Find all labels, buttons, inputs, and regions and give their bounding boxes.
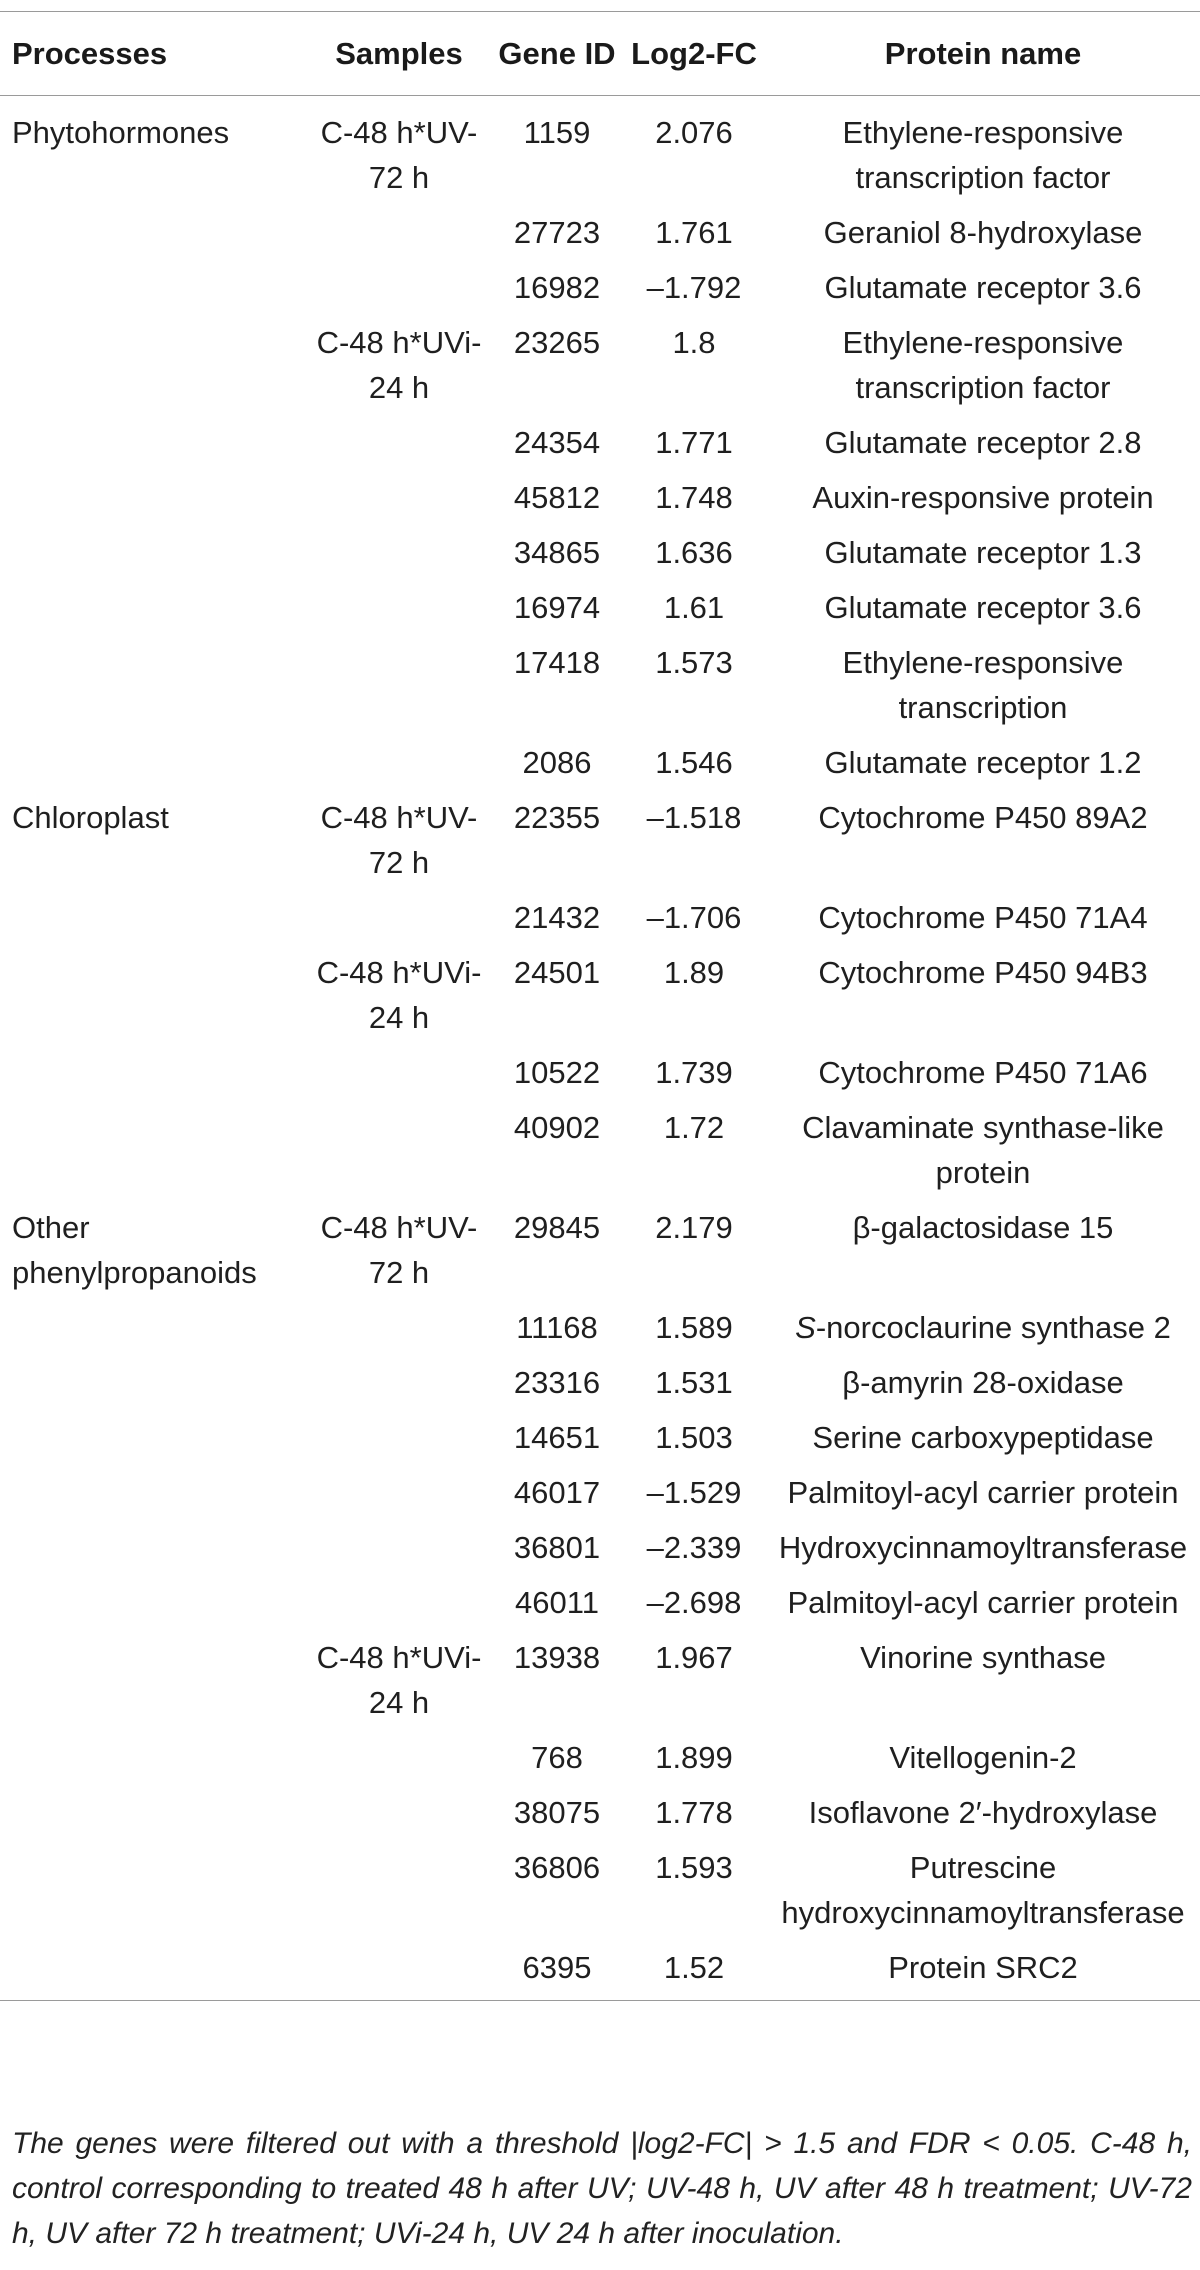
sample-cell: C-48 h*UV-72 h — [320, 800, 478, 880]
protein-name-cell: Isoflavone 2′-hydroxylase — [808, 1795, 1158, 1830]
table-row — [0, 1466, 1200, 1521]
process-cell: Other phenylpropanoids — [12, 1210, 257, 1290]
protein-name-cell: Glutamate receptor 2.8 — [824, 425, 1142, 460]
protein-name-cell: Palmitoyl-acyl carrier protein — [787, 1475, 1179, 1510]
protein-name-cell: Serine carboxypeptidase — [812, 1420, 1154, 1455]
protein-name-cell: Cytochrome P450 71A6 — [818, 1055, 1148, 1090]
table-row — [0, 316, 1200, 416]
log2fc-cell: 1.739 — [655, 1055, 733, 1090]
gene-id-cell: 6395 — [522, 1950, 592, 1985]
log2fc-cell: 2.076 — [655, 115, 733, 150]
gene-expression-table — [0, 11, 1200, 2001]
table-row — [0, 1941, 1200, 2001]
process-cell — [0, 316, 308, 416]
gene-id-cell: 45812 — [513, 480, 601, 515]
gene-id-cell: 23265 — [513, 325, 601, 360]
protein-name-cell: Putrescine hydroxycinnamoyltransferase — [781, 1850, 1185, 1930]
process-cell — [0, 1356, 308, 1411]
log2fc-cell: 1.636 — [655, 535, 733, 570]
header-protein-name: Protein name — [884, 36, 1082, 71]
protein-name-cell: Cytochrome P450 94B3 — [818, 955, 1148, 990]
gene-id-cell: 23316 — [513, 1365, 601, 1400]
table-footnote: The genes were filtered out with a threshold |log2-FC| > 1.5 and FDR < 0.05. C-48 h, control corresponding to treated 48 h after UV; UV-48 h, UV after 48 h treatment; UV-72 h, UV after 72 h treatment; UVi-24 h, UV 24 h after inoculation. — [12, 2127, 1192, 2250]
process-cell — [0, 736, 308, 791]
log2fc-cell: 1.61 — [663, 590, 725, 625]
process-cell — [0, 891, 308, 946]
table-row — [0, 416, 1200, 471]
log2fc-cell: –1.518 — [646, 800, 742, 835]
gene-id-cell: 16982 — [513, 270, 601, 305]
log2fc-cell: 1.589 — [655, 1310, 733, 1345]
sample-cell: C-48 h*UV-72 h — [320, 115, 478, 195]
header-row — [0, 12, 1200, 96]
table-row — [0, 791, 1200, 891]
protein-name-cell: Cytochrome P450 71A4 — [818, 900, 1148, 935]
log2fc-cell: 1.52 — [663, 1950, 725, 1985]
log2fc-cell: 1.761 — [655, 215, 733, 250]
log2fc-cell: 1.771 — [655, 425, 733, 460]
process-cell — [0, 1576, 308, 1631]
table-row — [0, 1201, 1200, 1301]
protein-name-cell: Glutamate receptor 1.2 — [824, 745, 1142, 780]
log2fc-cell: 1.748 — [655, 480, 733, 515]
log2fc-cell: –1.706 — [646, 900, 742, 935]
log2fc-cell: 1.546 — [655, 745, 733, 780]
log2fc-cell: 1.778 — [655, 1795, 733, 1830]
sample-cell — [308, 636, 490, 736]
protein-name-cell: S-norcoclaurine synthase 2 — [795, 1310, 1171, 1345]
process-cell — [0, 636, 308, 736]
table-row — [0, 526, 1200, 581]
sample-cell — [308, 261, 490, 316]
process-cell — [0, 1786, 308, 1841]
gene-id-cell: 46011 — [515, 1585, 599, 1620]
sample-cell — [308, 1576, 490, 1631]
table-row — [0, 1631, 1200, 1731]
sample-cell — [308, 891, 490, 946]
sample-cell — [308, 1046, 490, 1101]
process-cell: Chloroplast — [12, 800, 169, 835]
table-row — [0, 891, 1200, 946]
sample-cell — [308, 1301, 490, 1356]
log2fc-cell: 2.179 — [655, 1210, 733, 1245]
protein-name-cell: Vinorine synthase — [860, 1640, 1106, 1675]
process-cell — [0, 946, 308, 1046]
header-samples: Samples — [335, 36, 463, 71]
protein-name-cell: β-amyrin 28-oxidase — [842, 1365, 1124, 1400]
sample-cell — [308, 1356, 490, 1411]
protein-name-cell: Auxin-responsive protein — [812, 480, 1154, 515]
protein-name-cell: Geraniol 8-hydroxylase — [823, 215, 1143, 250]
table-row — [0, 1411, 1200, 1466]
gene-id-cell: 36801 — [513, 1530, 601, 1565]
table-row — [0, 636, 1200, 736]
log2fc-cell: 1.593 — [655, 1850, 733, 1885]
sample-cell — [308, 416, 490, 471]
log2fc-cell: 1.899 — [655, 1740, 733, 1775]
process-cell — [0, 1631, 308, 1731]
gene-id-cell: 11168 — [516, 1310, 598, 1345]
gene-id-cell: 14651 — [513, 1420, 601, 1455]
process-cell — [0, 1521, 308, 1576]
protein-name-cell: Hydroxycinnamoyltransferase — [778, 1530, 1188, 1565]
protein-name-cell: β-galactosidase 15 — [852, 1210, 1114, 1245]
table-row — [0, 946, 1200, 1046]
table-row — [0, 1356, 1200, 1411]
table-row — [0, 1301, 1200, 1356]
sample-cell: C-48 h*UVi-24 h — [316, 1640, 482, 1720]
protein-name-cell: Cytochrome P450 89A2 — [818, 800, 1148, 835]
sample-cell — [308, 1521, 490, 1576]
log2fc-cell: 1.573 — [655, 645, 733, 680]
log2fc-cell: –2.339 — [646, 1530, 742, 1565]
log2fc-cell: –1.529 — [646, 1475, 742, 1510]
sample-cell — [308, 1941, 490, 2001]
table-row — [0, 1576, 1200, 1631]
protein-name-cell: Glutamate receptor 3.6 — [824, 270, 1142, 305]
sample-cell — [308, 206, 490, 261]
process-cell — [0, 416, 308, 471]
process-cell — [0, 206, 308, 261]
sample-cell: C-48 h*UVi-24 h — [316, 325, 482, 405]
table-row — [0, 206, 1200, 261]
gene-id-cell: 27723 — [513, 215, 601, 250]
gene-id-cell: 16974 — [513, 590, 601, 625]
log2fc-cell: 1.89 — [663, 955, 725, 990]
gene-id-cell: 768 — [531, 1740, 583, 1775]
gene-id-cell: 38075 — [513, 1795, 601, 1830]
table-row — [0, 261, 1200, 316]
sample-cell — [308, 581, 490, 636]
process-cell — [0, 526, 308, 581]
table-row — [0, 471, 1200, 526]
gene-id-cell: 29845 — [513, 1210, 601, 1245]
log2fc-cell: 1.72 — [663, 1110, 725, 1145]
gene-id-cell: 10522 — [513, 1055, 601, 1090]
table-row — [0, 1731, 1200, 1786]
log2fc-cell: –2.698 — [646, 1585, 742, 1620]
sample-cell — [308, 1466, 490, 1521]
header-processes: Processes — [12, 36, 168, 71]
process-cell — [0, 261, 308, 316]
table-row — [0, 1101, 1200, 1201]
header-gene-id: Gene ID — [498, 36, 616, 71]
sample-cell — [308, 471, 490, 526]
gene-id-cell: 13938 — [513, 1640, 601, 1675]
gene-id-cell: 40902 — [513, 1110, 601, 1145]
protein-name-cell: Ethylene-responsive transcription — [842, 645, 1124, 725]
gene-id-cell: 24501 — [513, 955, 601, 990]
sample-cell — [308, 1841, 490, 1941]
header-log2fc: Log2-FC — [631, 36, 757, 71]
sample-cell — [308, 526, 490, 581]
sample-cell — [308, 736, 490, 791]
table-body — [0, 96, 1200, 2001]
process-cell — [0, 1301, 308, 1356]
protein-name-cell: Clavaminate synthase-like protein — [802, 1110, 1164, 1190]
gene-id-cell: 2086 — [522, 745, 592, 780]
process-cell — [0, 471, 308, 526]
protein-name-cell: Ethylene-responsive transcription factor — [842, 115, 1124, 195]
process-cell — [0, 1731, 308, 1786]
gene-id-cell: 21432 — [513, 900, 601, 935]
gene-id-cell: 24354 — [513, 425, 601, 460]
table-row — [0, 1841, 1200, 1941]
protein-name-cell: Protein SRC2 — [888, 1950, 1078, 1985]
table-row — [0, 581, 1200, 636]
process-cell — [0, 581, 308, 636]
gene-id-cell: 22355 — [513, 800, 601, 835]
process-cell — [0, 1466, 308, 1521]
gene-id-cell: 36806 — [513, 1850, 601, 1885]
log2fc-cell: 1.967 — [655, 1640, 733, 1675]
sample-cell: C-48 h*UVi-24 h — [316, 955, 482, 1035]
protein-name-cell: Glutamate receptor 1.3 — [824, 535, 1142, 570]
protein-name-cell: Ethylene-responsive transcription factor — [842, 325, 1124, 405]
log2fc-cell: 1.8 — [672, 325, 716, 360]
table-row — [0, 736, 1200, 791]
gene-id-cell: 17418 — [513, 645, 601, 680]
sample-cell — [308, 1101, 490, 1201]
process-cell — [0, 1046, 308, 1101]
sample-cell: C-48 h*UV-72 h — [320, 1210, 478, 1290]
table-row — [0, 96, 1200, 207]
process-cell — [0, 1101, 308, 1201]
process-cell — [0, 1841, 308, 1941]
table-row — [0, 1046, 1200, 1101]
table-row — [0, 1521, 1200, 1576]
protein-name-cell: Glutamate receptor 3.6 — [824, 590, 1142, 625]
process-cell — [0, 1941, 308, 2001]
sample-cell — [308, 1731, 490, 1786]
process-cell — [0, 1411, 308, 1466]
gene-id-cell: 34865 — [513, 535, 601, 570]
log2fc-cell: 1.503 — [655, 1420, 733, 1455]
sample-cell — [308, 1786, 490, 1841]
sample-cell — [308, 1411, 490, 1466]
gene-id-cell: 1159 — [523, 115, 591, 150]
protein-name-cell: Vitellogenin-2 — [889, 1740, 1077, 1775]
log2fc-cell: –1.792 — [646, 270, 742, 305]
table-row — [0, 1786, 1200, 1841]
protein-name-cell: Palmitoyl-acyl carrier protein — [787, 1585, 1179, 1620]
process-cell: Phytohormones — [12, 115, 230, 150]
log2fc-cell: 1.531 — [655, 1365, 733, 1400]
gene-id-cell: 46017 — [513, 1475, 601, 1510]
